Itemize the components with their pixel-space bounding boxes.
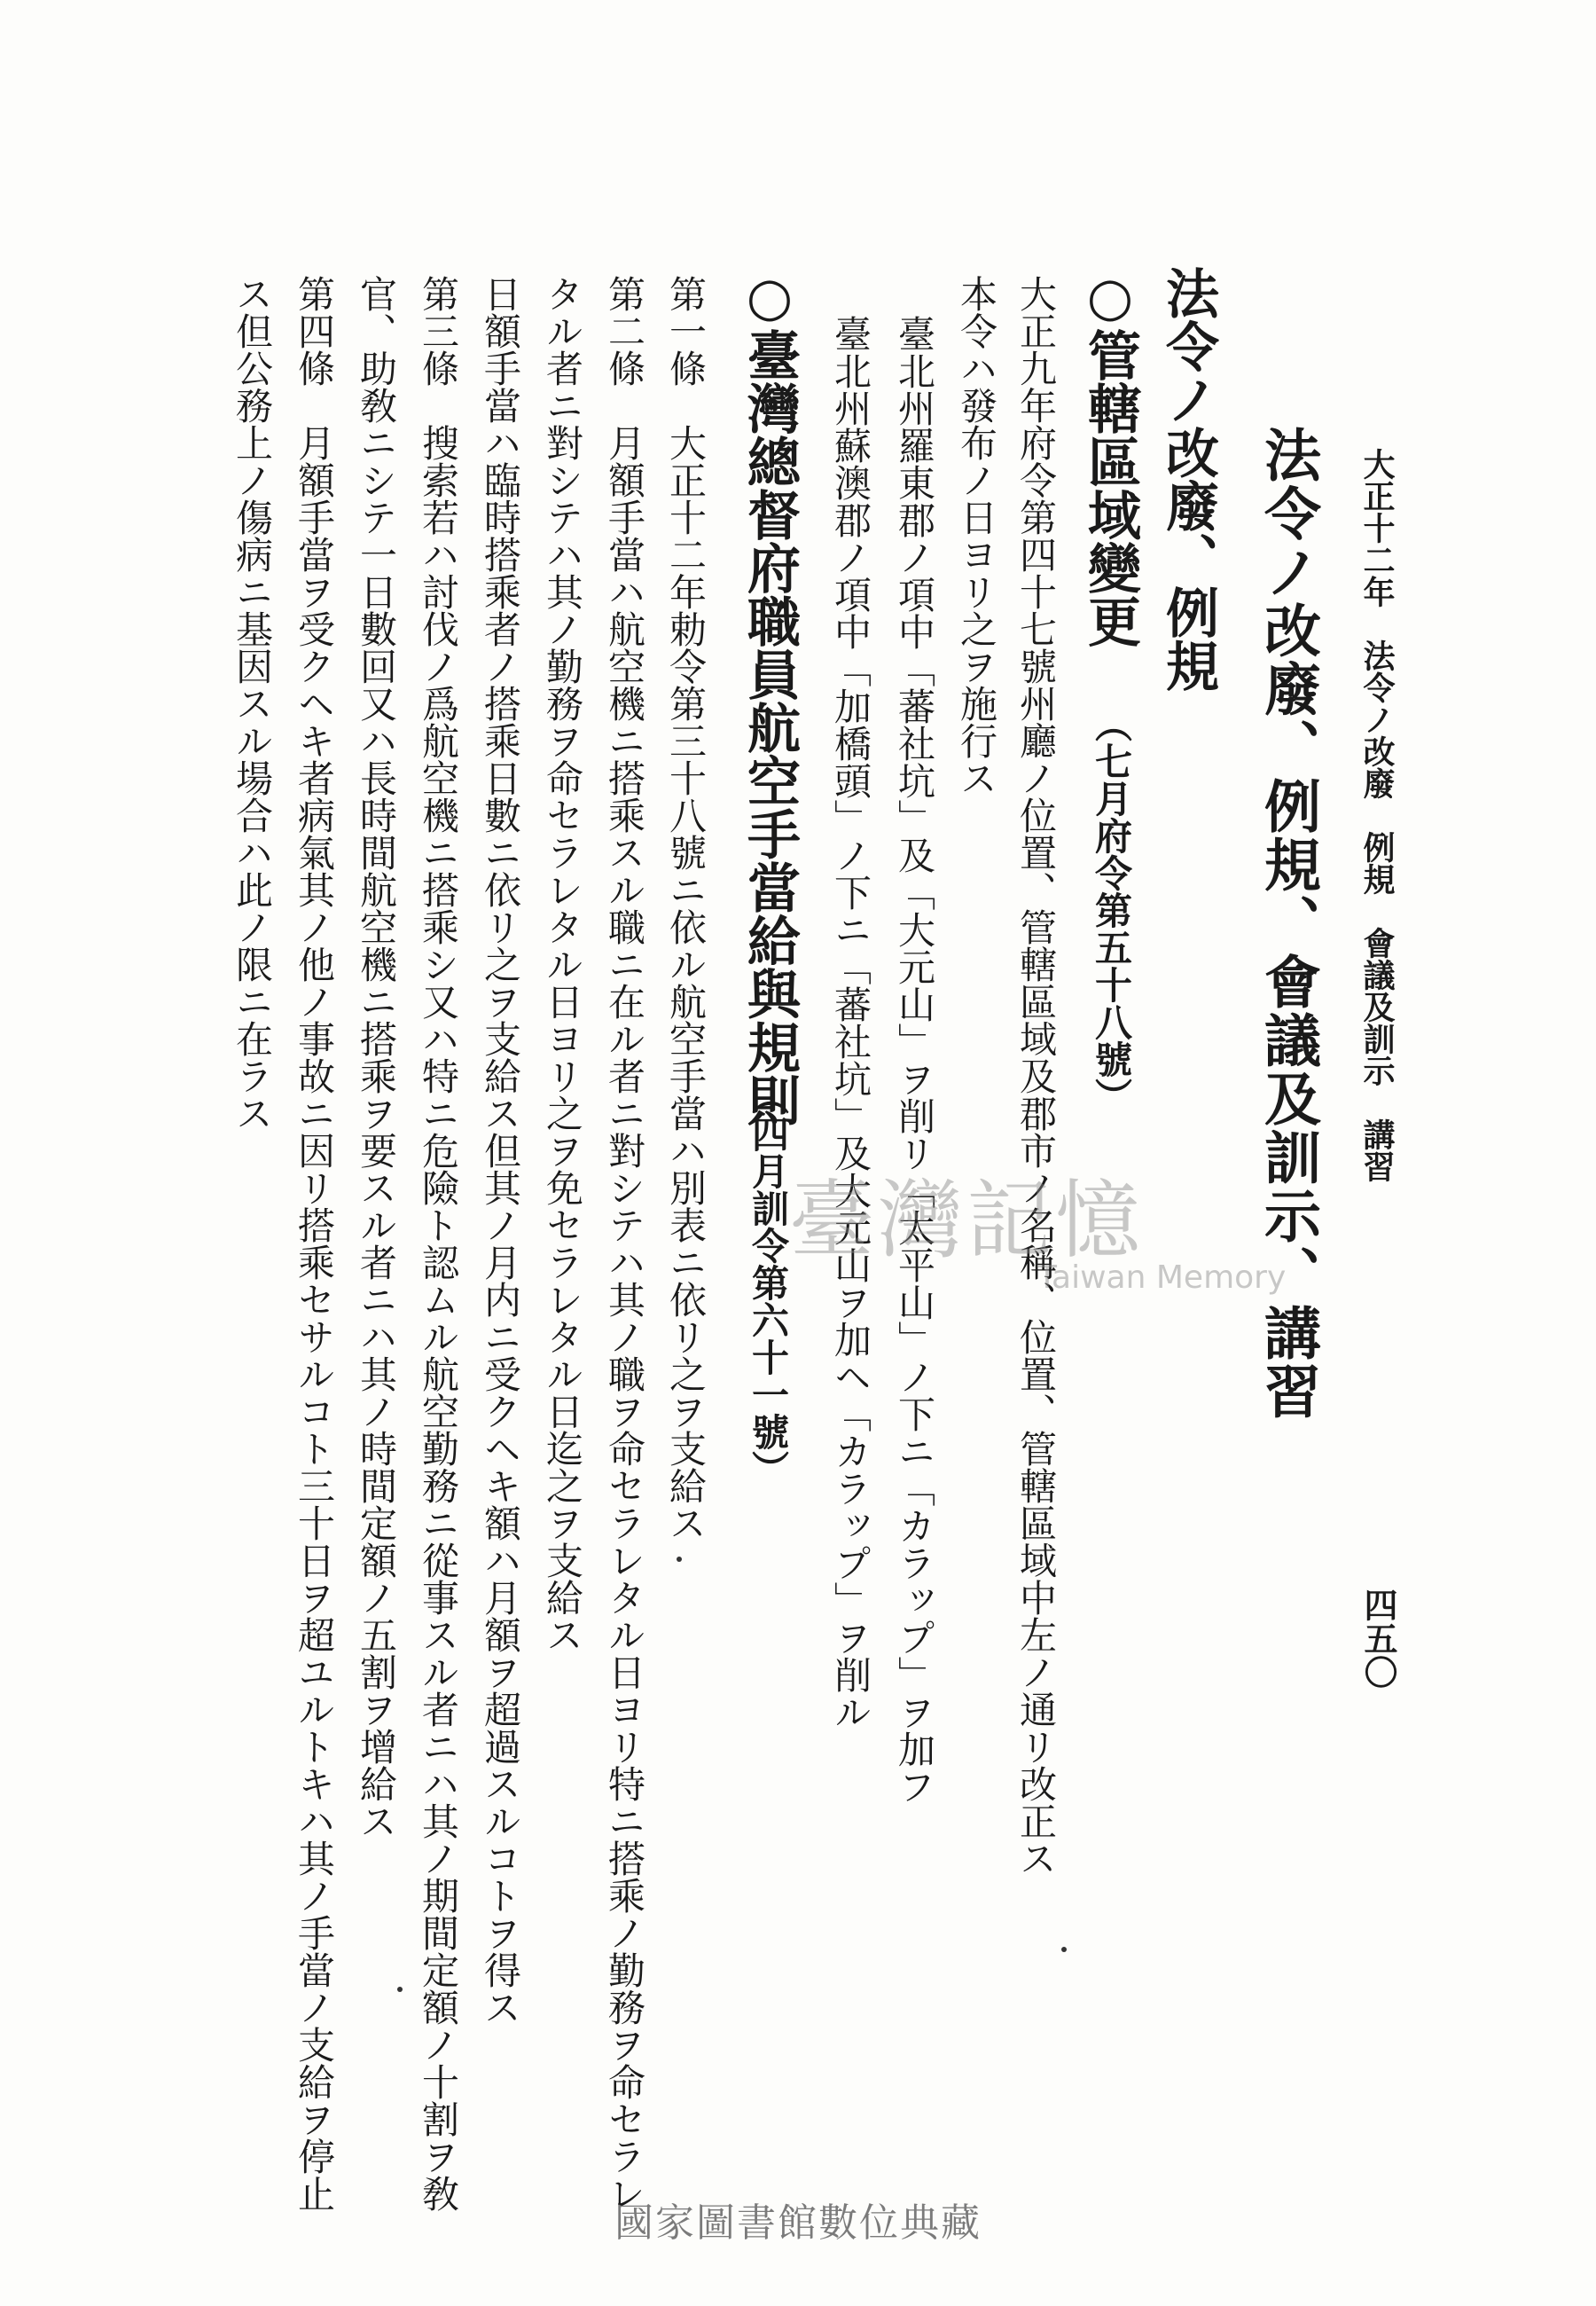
article2-line-5: 第三條 搜索若ハ討伐ノ爲航空機ニ搭乘シ又ハ特ニ危險ト認ムル航空勤務ニ從事スル者ニハ其ノ期間定額ノ十割ヲ敎 [417,275,460,2212]
chapter-title: 法令ノ改廢、例規、會議及訓示、講習 [1255,426,1321,1421]
article2-note: （四月訓令第六十一號） [747,1078,790,1487]
article2-line-2: 第二條 月額手當ハ航空機ニ搭乘スル職ニ在ル者ニ對シテハ其ノ職ヲ命セラレタル日ヨリ特ニ搭乘ノ勤務ヲ命セラレ [603,275,646,2212]
running-head: 大正十二年 法令ノ改廢 例規 會議及訓示 講習 [1358,448,1396,1182]
article2-line-1: 第一條 大正十二年勅令第三十八號ニ依ル航空手當ハ別表ニ依リ之ヲ支給ス [664,275,708,1541]
article1-line-4: 臺北州蘇澳郡ノ項中「加橋頭」ノ下ニ「蕃社坑」及大元山ヲ加ヘ「カラップ」ヲ削ル [829,315,872,1730]
archive-footer: 國家圖書館數位典藏 [614,2200,982,2246]
article1-line-3: 臺北州羅東郡ノ項中「蕃社坑」及「大元山」ヲ削リ「太平山」ノ下ニ「カラップ」ヲ加フ [893,315,936,1805]
section-heading: 法令ノ改廢、例規 [1157,266,1219,692]
article2-line-4: 日額手當ハ臨時搭乘者ノ搭乘日數ニ依リ之ヲ支給ス但其ノ月内ニ受クヘキ額ハ月額ヲ超過スルコトヲ得ス [479,275,522,2026]
watermark-logo [789,1153,1286,1330]
watermark-english: Taiwan Memory [1037,1259,1287,1296]
scan-speck [677,1557,682,1562]
article2-line-7: 第四條 月額手當ヲ受クヘキ者病氣其ノ他ノ事故ニ因リ搭乘セサルコト三十日ヲ超ユルトキハ其ノ手當ノ支給ヲ停止 [293,275,336,2212]
article2-line-3: タル者ニ對シテハ其ノ勤務ヲ命セラレタル日ヨリ之ヲ免セラレタル日迄之ヲ支給ス [541,275,584,1653]
article1-note: （七月府令第五十八號） [1090,705,1133,1115]
article1-line-1: 大正九年府令第四十七號州廳ノ位置、管轄區域及郡市ノ名稱、位置、管轄區域中左ノ通リ改正ス [1014,275,1058,1877]
scan-speck [397,1987,403,1992]
article1-heading: ○管轄區域變更 [1079,266,1141,647]
article2-heading: ○臺灣總督府職員航空手當給與規則 [739,266,801,1126]
article1-line-2: 本令ハ發布ノ日ヨリ之ヲ施行ス [955,275,998,796]
watermark-chinese: 臺灣記憶 [789,1171,1144,1270]
scan-speck [1061,1947,1067,1952]
page-number: 四五〇 [1358,1588,1398,1689]
article2-line-8: ス但公務上ノ傷病ニ基因スル場合ハ此ノ限ニ在ラス [231,275,274,1132]
article2-line-6: 官、助敎ニシテ一日數回又ハ長時間航空機ニ搭乘ヲ要スル者ニハ其ノ時間定額ノ五割ヲ增給ス [355,275,398,1839]
